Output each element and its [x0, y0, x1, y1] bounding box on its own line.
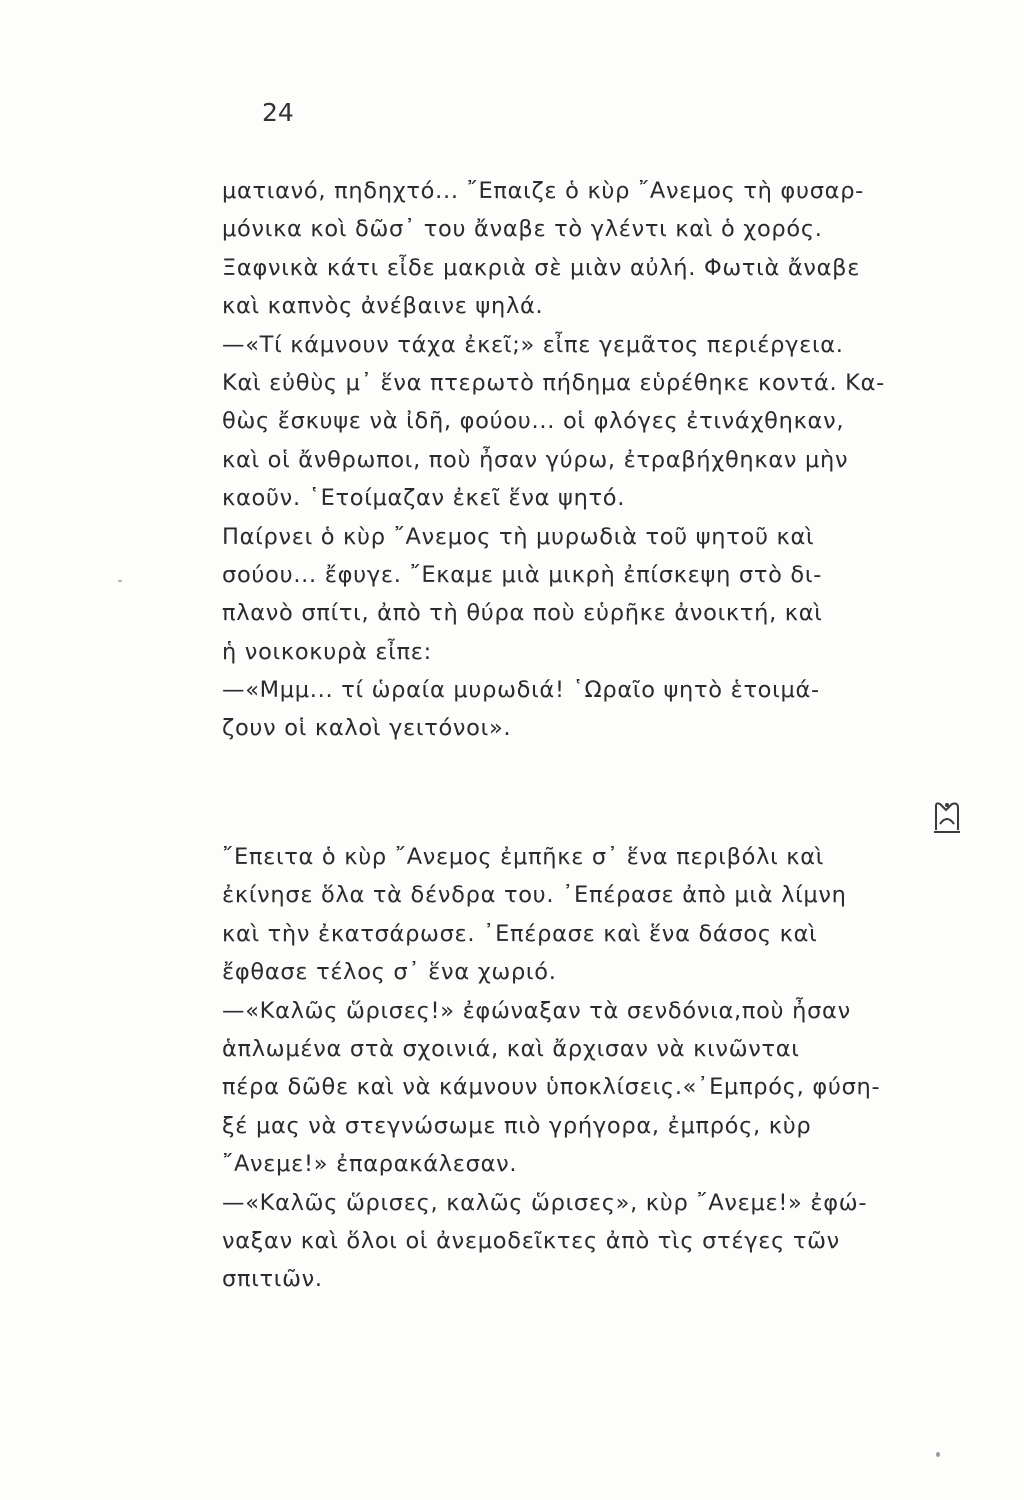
text-line: ἐκίνησε ὅλα τὰ δένδρα του. ᾽Επέρασε ἀπὸ μιὰ λίμνη: [222, 882, 847, 909]
text-line: ματιανό, πηδηχτό... ῎Επαιζε ὁ κὺρ ῎Ανεμος τὴ φυσαρ-: [222, 178, 864, 204]
text-line: ῎Ανεμε!» ἐπαρακάλεσαν.: [222, 1151, 518, 1178]
text-line: Ξαφνικὰ κάτι εἶδε μακριὰ σὲ μιὰν αὐλή. Φωτιὰ ἄναβε: [222, 254, 861, 281]
text-line: σπιτιῶν.: [222, 1266, 323, 1293]
text-line: καὶ οἱ ἄνθρωποι, ποὺ ἦσαν γύρω, ἐτραβήχθηκαν μὴν: [222, 446, 849, 473]
text-line: μόνικα κοὶ δῶσ᾽ του ἄναβε τὸ γλέντι καὶ ὁ χορός.: [222, 216, 823, 243]
text-line: ἁπλωμένα στὰ σχοινιά, καὶ ἄρχισαν νὰ κινῶνται: [222, 1035, 800, 1062]
text-line: πέρα δῶθε καὶ νὰ κάμνουν ὑποκλίσεις.«᾽Εμπρός, φύση-: [222, 1074, 881, 1101]
text-line: —«Τί κάμνουν τάχα ἐκεῖ;» εἶπε γεμᾶτος περιέργεια.: [222, 331, 844, 358]
text-line: ῎Επειτα ὁ κὺρ ῎Ανεμος ἐμπῆκε σ᾽ ἕνα περιβόλι καὶ: [222, 844, 825, 870]
ornament-icon: [932, 800, 962, 834]
text-line: ἡ νοικοκυρὰ εἶπε:: [222, 638, 432, 665]
text-line: ἔφθασε τέλος σ᾽ ἕνα χωριό.: [222, 959, 557, 986]
text-block-2: [222, 838, 1012, 1299]
text-line: ξέ μας νὰ στεγνώσωμε πιὸ γρήγορα, ἐμπρός, κὺρ: [222, 1112, 812, 1139]
margin-mark: [118, 580, 122, 582]
text-line: σούου... ἔφυγε. ῎Εκαμε μιὰ μικρὴ ἐπίσκεψη στὸ δι-: [222, 561, 823, 588]
text-line: καοῦν. ῾Ετοίμαζαν ἐκεῖ ἕνα ψητό.: [222, 485, 626, 512]
text-line: καὶ τὴν ἐκατσάρωσε. ᾽Επέρασε καὶ ἕνα δάσος καὶ: [222, 920, 818, 947]
text-line: ναξαν καὶ ὅλοι οἱ ἀνεμοδεῖκτες ἀπὸ τὶς στέγες τῶν: [222, 1227, 840, 1254]
text-line: Παίρνει ὁ κὺρ ῎Ανεμος τὴ μυρωδιὰ τοῦ ψητοῦ καὶ: [222, 523, 815, 550]
text-line: —«Καλῶς ὥρισες!» ἐφώναξαν τὰ σενδόνια,ποὺ ἦσαν: [222, 997, 851, 1024]
text-block-1: [222, 172, 1012, 748]
paper-speck: [936, 1452, 940, 1457]
page-number: 24: [262, 98, 294, 127]
text-line: καὶ καπνὸς ἀνέβαινε ψηλά.: [222, 293, 544, 320]
text-line: —«Καλῶς ὥρισες, καλῶς ὥρισες», κὺρ ῎Ανεμε!» ἐφώ-: [222, 1189, 868, 1216]
text-line: πλανὸ σπίτι, ἀπὸ τὴ θύρα ποὺ εὑρῆκε ἀνοικτή, καὶ: [222, 600, 823, 627]
text-line: ζουν οἱ καλοὶ γειτόνοι».: [222, 715, 512, 742]
text-line: —«Μμμ... τί ὡραία μυρωδιά! ῾Ωραῖο ψητὸ ἑτοιμά-: [222, 677, 820, 704]
text-line: Καὶ εὐθὺς μ᾽ ἕνα πτερωτὸ πήδημα εὑρέθηκε κοντά. Κα-: [222, 369, 885, 396]
text-line: θὼς ἔσκυψε νὰ ἰδῆ, φούου... οἱ φλόγες ἐτινάχθηκαν,: [222, 408, 845, 435]
